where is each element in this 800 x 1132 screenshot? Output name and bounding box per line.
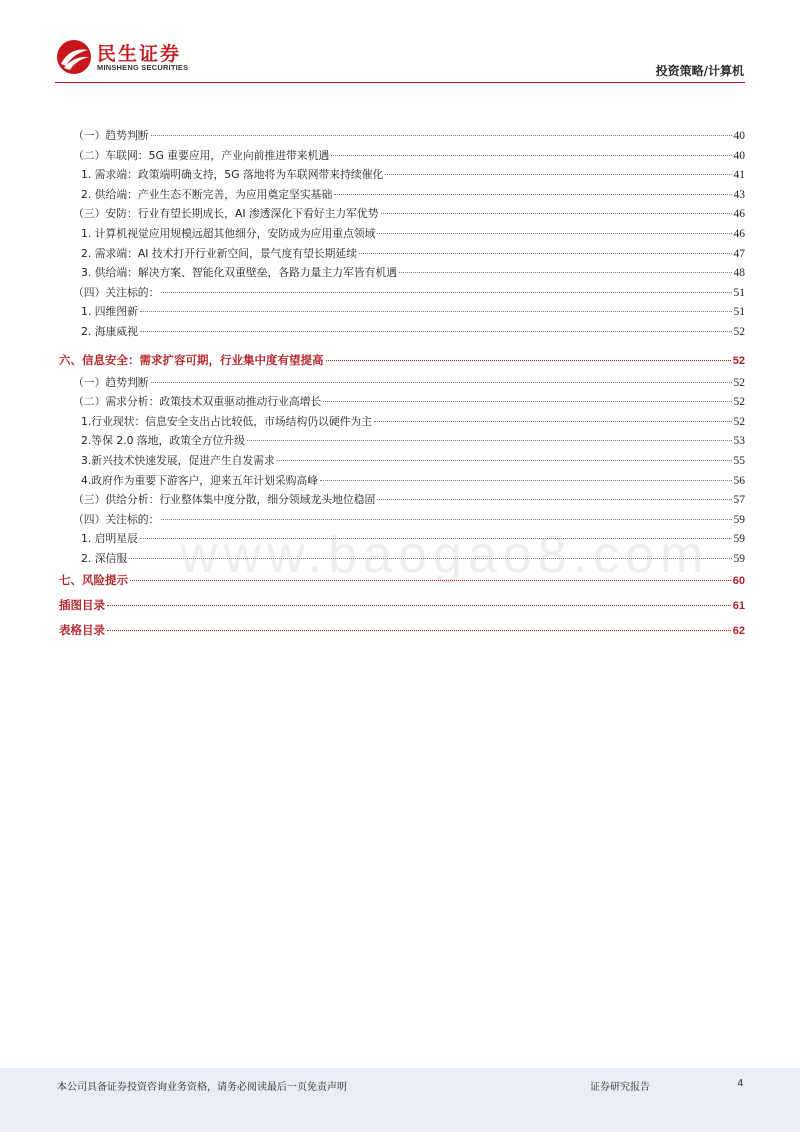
toc-entry-title: （二）需求分析：政策技术双重驱动推动行业高增长 [73,395,322,409]
toc-entry-title: 3. 供给端：解决方案、智能化双重壁垒，各路力量主力军皆有机遇 [81,266,398,280]
toc-dot-leader [359,253,731,254]
toc-entry-title: 2. 需求端：AI 技术打开行业新空间，景气度有望长期延续 [81,246,358,260]
toc-entry-title: 1. 需求端：政策端明确支持，5G 落地将为车联网带来持续催化 [81,168,384,182]
toc-entry[interactable] [55,126,745,146]
toc-entry-title: 1. 启明星辰 [81,532,138,546]
toc-entry[interactable] [55,283,745,303]
toc-dot-leader [161,292,731,293]
toc-entry-page: 51 [733,286,745,299]
toc-dot-leader [320,480,731,481]
toc-entry-page: 52 [732,354,745,367]
toc-entry-title: （四）关注标的： [73,512,160,526]
toc-entry-page: 52 [733,396,745,409]
toc-entry-page: 52 [733,415,745,428]
toc-dot-leader [140,311,732,312]
toc-entry-page: 56 [733,474,745,487]
toc-entry-title: （三）供给分析：行业整体集中度分散，细分领域龙头地位稳固 [73,493,376,507]
toc-dot-leader [331,155,731,156]
toc-entry-title: 七、风险提示 [59,573,128,588]
toc-entry-title: （四）关注标的： [73,285,160,299]
toc-entry-page: 41 [733,169,745,182]
table-of-contents [55,126,745,643]
toc-entry[interactable] [55,593,745,618]
toc-entry[interactable] [55,529,745,549]
toc-dot-leader [107,605,731,606]
logo-chinese-name: 民生证券 [97,43,182,65]
toc-entry-page: 59 [733,552,745,565]
toc-dot-leader [130,580,731,581]
toc-entry-title: 2. 深信服 [81,551,128,565]
toc-entry[interactable] [55,373,745,393]
toc-entry-title: （一）趋势判断 [73,375,149,389]
toc-entry-page: 43 [733,188,745,201]
toc-entry-page: 48 [733,267,745,280]
toc-entry[interactable] [55,185,745,205]
toc-entry-page: 40 [733,130,745,142]
toc-entry-page: 59 [733,533,745,546]
toc-entry-page: 62 [732,625,745,638]
page-number: 4 [737,1078,743,1089]
toc-dot-leader [129,558,731,559]
toc-dot-leader [381,213,732,214]
toc-entry[interactable] [55,568,745,593]
minsheng-securities-logo [55,38,225,78]
toc-entry[interactable] [55,431,745,451]
toc-entry-title: （一）趋势判断 [73,129,149,142]
toc-entry-title: 表格目录 [59,623,105,638]
toc-entry[interactable] [55,322,745,342]
toc-entry-title: 1. 计算机视觉应用规模远超其他细分，安防成为应用重点领域 [81,226,376,240]
toc-dot-leader [385,174,731,175]
toc-dot-leader [277,460,732,461]
toc-entry[interactable] [55,302,745,322]
toc-dot-leader [107,630,731,631]
toc-entry-page: 47 [733,247,745,260]
toc-dot-leader [323,401,731,402]
toc-entry[interactable] [55,348,745,373]
toc-entry-page: 40 [733,149,745,162]
toc-entry-page: 59 [733,513,745,526]
watermark: www.baogao8.com [180,526,710,584]
toc-entry-title: （二）车联网：5G 重要应用，产业向前推进带来机遇 [73,148,330,162]
toc-dot-leader [399,272,731,273]
toc-entry-page: 52 [733,376,745,389]
toc-entry-page: 55 [733,454,745,467]
toc-entry-title: （三）安防：行业有望长期成长，AI 渗透深化下看好主力军优势 [73,207,379,221]
toc-entry[interactable] [55,392,745,412]
toc-entry-page: 61 [732,600,745,613]
toc-entry[interactable] [55,490,745,510]
toc-entry[interactable] [55,263,745,283]
toc-entry-page: 51 [733,306,745,319]
page-header [0,0,800,90]
header-divider [55,82,745,83]
toc-entry-page: 52 [733,325,745,338]
toc-entry-page: 53 [733,435,745,448]
toc-entry-title: 2. 供给端：产业生态不断完善，为应用奠定坚实基础 [81,187,333,201]
page-footer [0,1068,800,1132]
toc-dot-leader [377,233,731,234]
toc-entry-page: 60 [732,575,745,588]
toc-dot-leader [377,499,731,500]
toc-dot-leader [151,135,732,136]
toc-entry-title: 4.政府作为重要下游客户，迎来五年计划采购高峰 [81,473,319,487]
toc-dot-leader [161,519,731,520]
toc-entry-title: 2.等保 2.0 落地，政策全方位升级 [81,434,245,448]
toc-entry[interactable] [55,412,745,432]
logo-english-name: MINSHENG SECURITIES [97,63,189,72]
toc-entry-title: 1.行业现状：信息安全支出占比较低，市场结构仍以硬件为主 [81,414,373,428]
report-category: 投资策略/计算机 [655,64,744,78]
toc-dot-leader [140,538,732,539]
toc-entry-title: 2. 海康威视 [81,324,138,338]
toc-entry[interactable] [55,451,745,471]
toc-dot-leader [334,194,731,195]
toc-entry[interactable] [55,549,745,569]
toc-entry[interactable] [55,510,745,530]
toc-entry-page: 46 [733,227,745,240]
toc-entry-page: 46 [733,208,745,221]
toc-dot-leader [326,360,731,361]
logo-emblem-icon [55,38,93,76]
toc-entry[interactable] [55,471,745,491]
toc-dot-leader [374,421,731,422]
toc-entry-title: 3.新兴技术快速发展，促进产生自发需求 [81,453,275,467]
toc-dot-leader [247,440,732,441]
toc-entry[interactable] [55,244,745,264]
toc-entry[interactable] [55,204,745,224]
toc-entry-page: 57 [733,494,745,507]
toc-entry[interactable] [55,618,745,643]
toc-entry[interactable] [55,224,745,244]
toc-entry-title: 1. 四维图新 [81,305,138,319]
toc-dot-leader [151,382,732,383]
footer-document-type: 证券研究报告 [590,1082,650,1093]
toc-dot-leader [140,331,732,332]
toc-entry[interactable] [55,146,745,166]
footer-disclaimer: 本公司具备证券投资咨询业务资格，请务必阅读最后一页免责声明 [57,1082,347,1093]
toc-entry-title: 六、信息安全：需求扩容可期，行业集中度有望提高 [59,352,324,367]
toc-entry-title: 插图目录 [59,598,105,613]
toc-entry[interactable] [55,165,745,185]
